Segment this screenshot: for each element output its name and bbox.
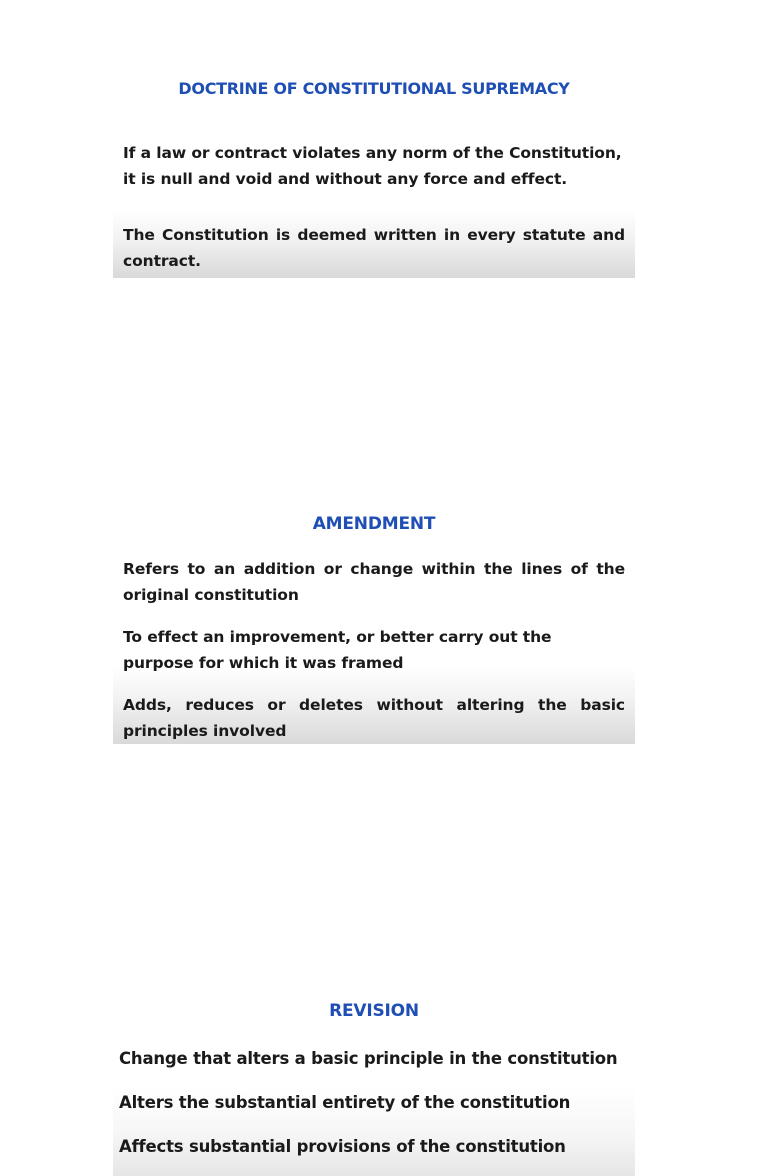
amendment-heading: AMENDMENT bbox=[312, 514, 436, 534]
amendment-item: Adds, reduces or deletes without altering the basic principles involved bbox=[123, 696, 625, 740]
document-page bbox=[113, 60, 635, 1156]
amendment-item: To effect an improvement, or better carry out the purpose for which it was framed bbox=[123, 628, 552, 672]
revision-item: Alters the substantial entirety of the constitution bbox=[119, 1093, 571, 1112]
doctrine-paragraph-2: The Constitution is deemed written in every statute and contract. bbox=[123, 226, 625, 270]
doctrine-heading: DOCTRINE OF CONSTITUTIONAL SUPREMACY bbox=[178, 79, 570, 98]
doctrine-section bbox=[113, 60, 635, 278]
amendment-item: Refers to an addition or change within the lines of the original constitution bbox=[123, 560, 625, 604]
revision-item: Change that alters a basic principle in the constitution bbox=[119, 1049, 618, 1068]
amendment-section bbox=[113, 278, 635, 740]
revision-item: Affects substantial provisions of the constitution bbox=[119, 1137, 566, 1156]
doctrine-paragraph-1: If a law or contract violates any norm of the Constitution, it is null and void and without any force and effect. bbox=[123, 144, 622, 188]
revision-heading: REVISION bbox=[329, 1001, 419, 1021]
